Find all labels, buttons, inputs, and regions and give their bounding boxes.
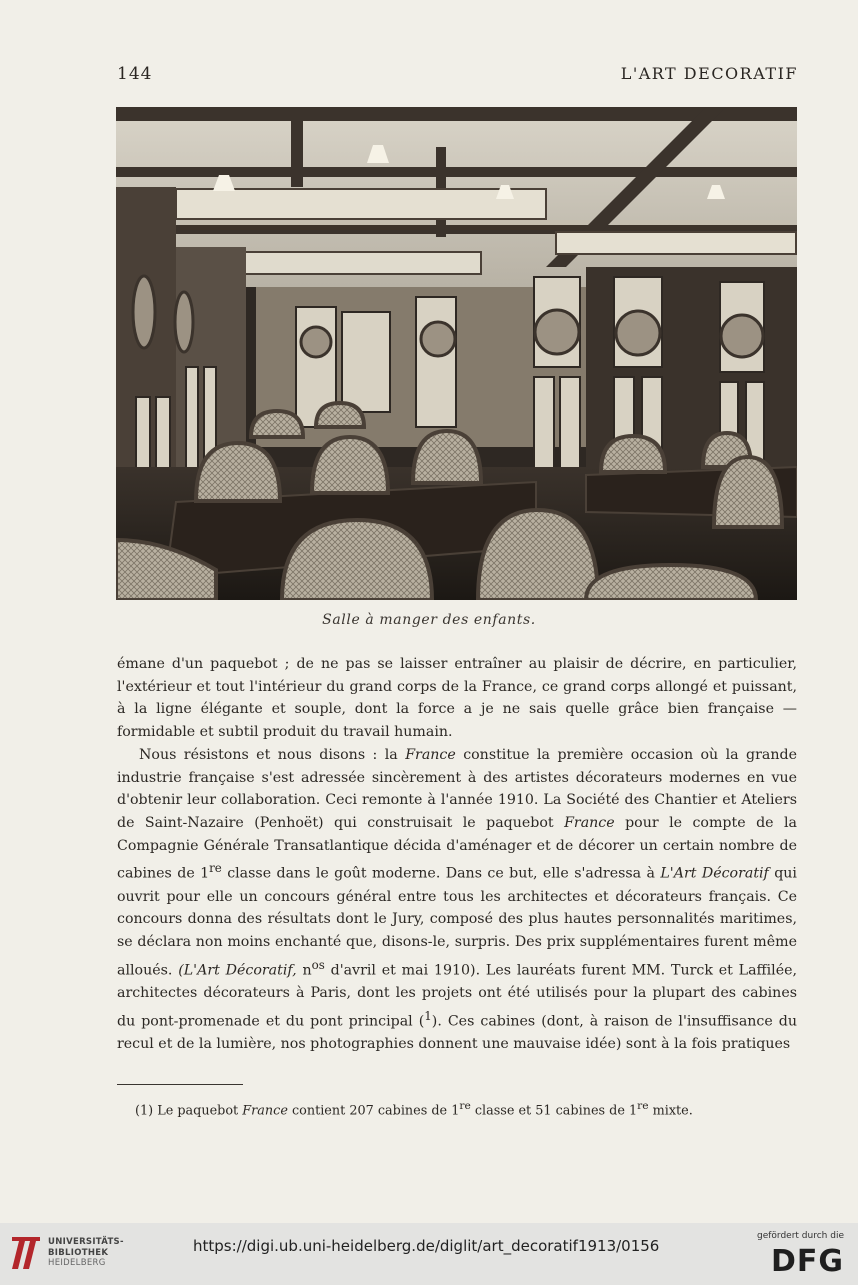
- footnote-text: contient 207 cabines de 1: [287, 1103, 460, 1119]
- footnote-text: mixte.: [648, 1103, 693, 1119]
- library-name-line: HEIDELBERG: [48, 1258, 106, 1268]
- ordinal: 1: [200, 866, 210, 883]
- figure-caption: Salle à manger des enfants.: [322, 612, 536, 628]
- paragraph-2-text: constitue la première occasion où la grande industrie française s'est adressée sincèrement à des artistes décorateurs modernes en vue d'obtenir leur collaboration. Ceci remonte à l'année 1910. La Société des Chantier et Ateliers de Saint-Nazaire (Penhoët) qui construisait le paquebot: [117, 746, 797, 831]
- paragraph-2-text: qui ouvrit pour elle un concours général entre tous les architectes et décorateurs français. Ce concours donna des résultats dont le Jury, composé des plus hautes personnalités maritimes, se déclara non moins enchanté que, disons-le, surpris. Des prix supplémentaires furent même alloués.: [117, 866, 797, 979]
- article-body: [117, 653, 797, 1056]
- library-name-line: UNIVERSITÄTS-: [48, 1237, 124, 1247]
- footnote-sup: re: [459, 1099, 471, 1112]
- running-title: L'ART DECORATIF: [620, 64, 798, 83]
- paragraph-2-text: ). Ces cabines (dont, à raison de l'insuffisance du recul et de la lumière, nos photographies donnent une mauvaise idée) sont à la fois pratiques: [117, 1013, 797, 1053]
- digitization-footer: [0, 1223, 858, 1285]
- permalink-url[interactable]: https://digi.ub.uni-heidelberg.de/diglit/art_decoratif1913/0156: [193, 1237, 660, 1255]
- footnote-sup: re: [637, 1099, 649, 1112]
- library-logo-icon[interactable]: [10, 1233, 42, 1271]
- footnote-marker: 1: [424, 1009, 432, 1024]
- library-name-line: BIBLIOTHEK: [48, 1247, 109, 1258]
- dining-room-photograph: [116, 107, 797, 600]
- library-name: [48, 1237, 124, 1269]
- issue-abbrev-suffix: os: [311, 957, 325, 972]
- footnote-text: classe et 51 cabines de 1: [470, 1103, 638, 1119]
- footnote: [135, 1099, 693, 1118]
- issue-abbrev: n: [296, 962, 312, 979]
- magazine-title: L'Art Décoratif: [660, 866, 769, 883]
- ordinal-suffix: re: [209, 861, 222, 876]
- dfg-logo[interactable]: DFG: [770, 1244, 844, 1279]
- footnote-text: (1) Le paquebot: [135, 1103, 243, 1119]
- paragraph-2-text: Nous résistons et nous disons : la: [139, 746, 406, 763]
- footnote-ship-name: France: [242, 1103, 288, 1119]
- paragraph-2: [117, 744, 797, 1056]
- paragraph-2-text: classe dans le goût moderne. Dans ce but, elle s'adressa à: [221, 866, 661, 883]
- ship-name: France: [564, 814, 615, 831]
- magazine-reference: (L'Art Décoratif,: [178, 962, 297, 979]
- footnote-divider: [117, 1084, 243, 1085]
- page-number: 144: [117, 64, 153, 84]
- paragraph-2-text: pour le compte de la Compagnie Générale Transatlantique décida d'aménager et de décorer un certain nombre de cabines de: [117, 814, 797, 883]
- paragraph-1: émane d'un paquebot ; de ne pas se laisser entraîner au plaisir de décrire, en particulier, l'extérieur et tout l'intérieur du grand corps de la France, ce grand corps allongé et puissant, à la ligne élégante et souple, dont la force a je ne sais quelle grâce bien française — formidable et subtil produit du travail humain.: [117, 656, 797, 741]
- funding-label: gefördert durch die: [757, 1231, 844, 1241]
- ship-name: France: [405, 746, 456, 763]
- paragraph-2-text: d'avril et mai 1910). Les lauréats furent MM. Turck et Laffilée, architectes décorateurs à Paris, dont les projets ont été utilisés pour la plupart des cabines du pont-promenade et du pont principal (: [117, 962, 797, 1030]
